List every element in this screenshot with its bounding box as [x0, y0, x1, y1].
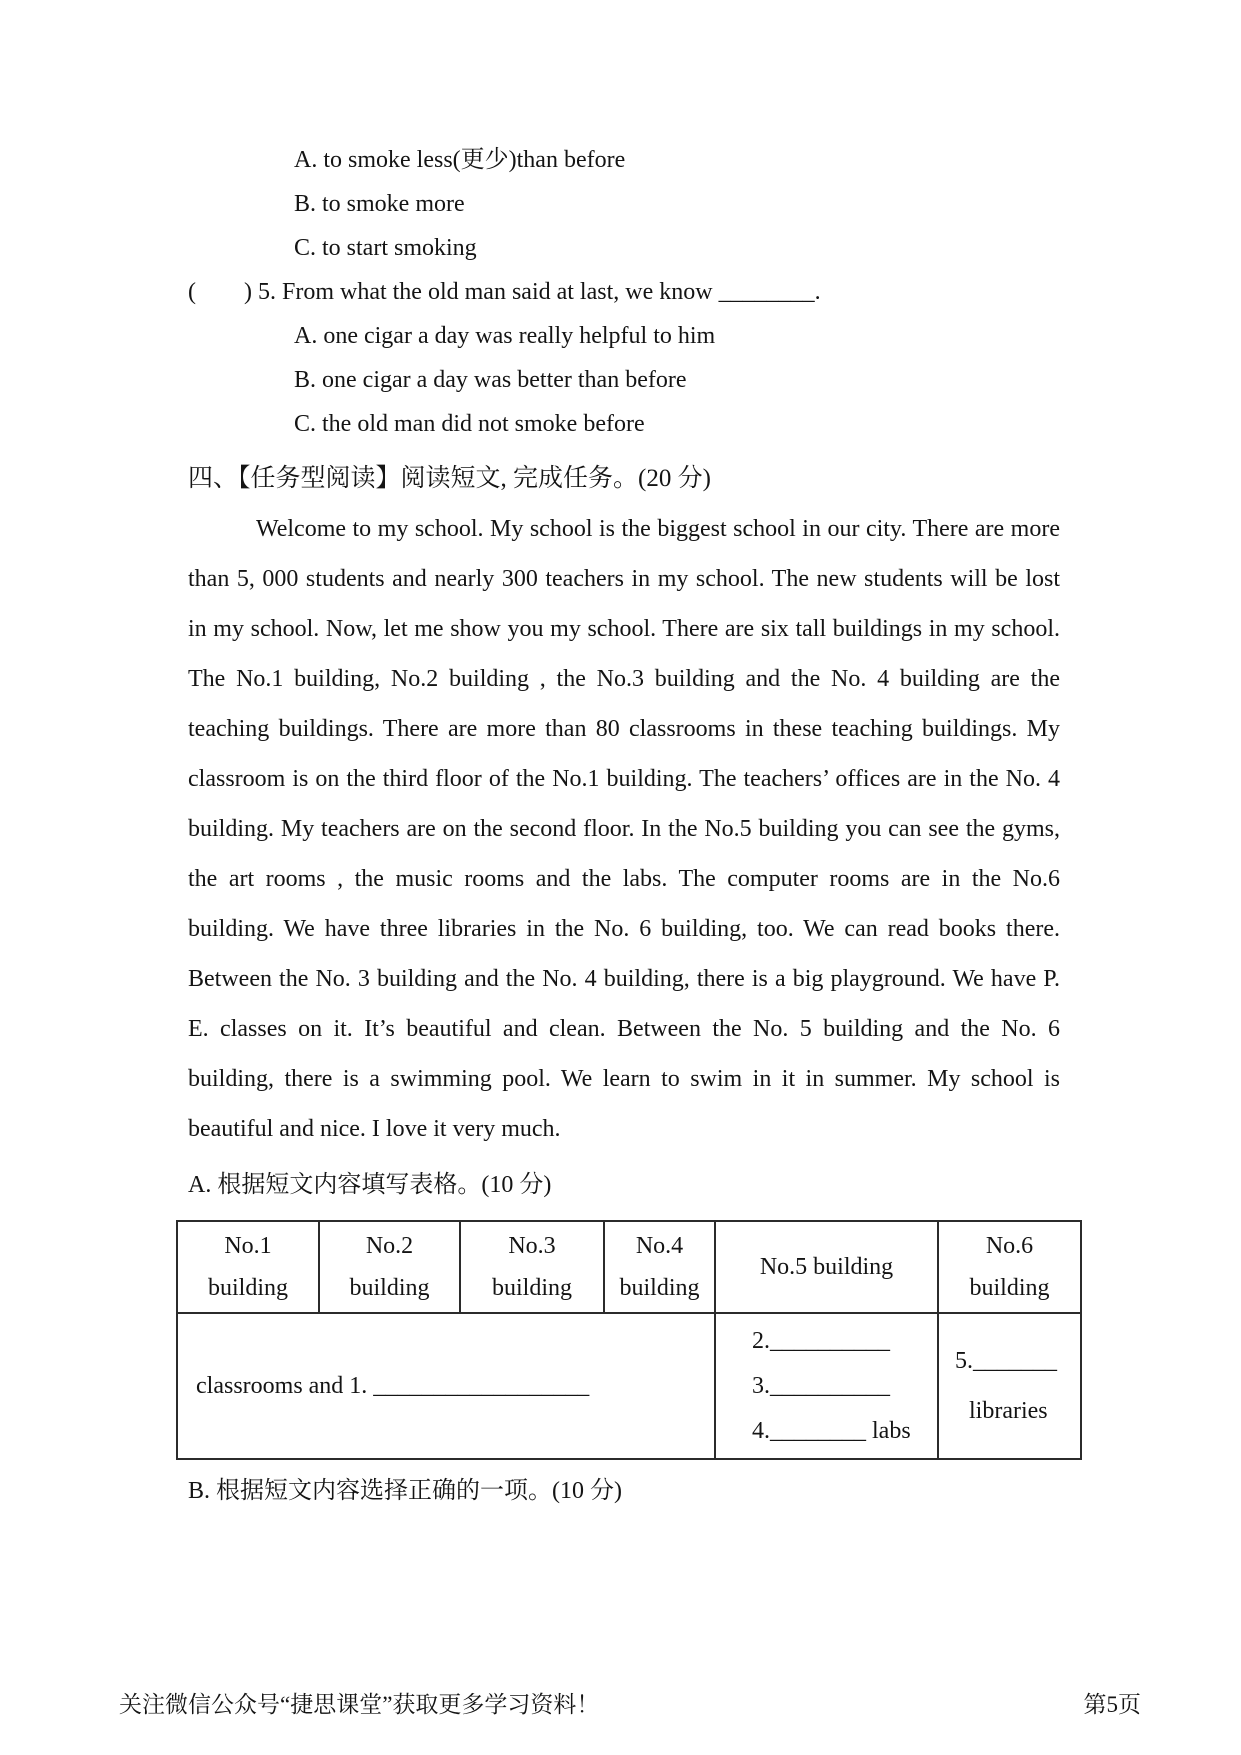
q5-option-b: B. one cigar a day was better than before [294, 367, 687, 393]
header-no5-building: No.5 building [715, 1221, 938, 1313]
reading-passage: Welcome to my school. My school is the biggest school in our city. There are more than 5, 000 students and nearly 300 teachers in my school. The new students will be lost in my school. Now, let me show you my school. There are six tall buildings in my school. The No.1 building, No.2 building , the No.3 building and the No. 4 building are the teaching buildings. There are more than 80 classrooms in these teaching buildings. My classroom is on the third floor of the No.1 building. The teachers’ offices are in the No. 4 building. My teachers are on the second floor. In the No.5 building you can see the gyms, the art rooms , the music rooms and the labs. The computer rooms are in the No.6 building. We have three libraries in the No. 6 building, too. We can read books there. Between the No. 3 building and the No. 4 building, there is a big playground. We have P. E. classes on it. It’s beautiful and clean. Between the No. 5 building and the No. 6 building, there is a swimming pool. We learn to swim in it in summer. My school is beautiful and nice. I love it very much. [188, 516, 1060, 1142]
exam-content [188, 138, 1060, 1516]
q4-option-b: B. to smoke more [294, 191, 465, 217]
q5-option-c: C. the old man did not smoke before [294, 411, 645, 437]
header-no2-building: No.2 building [319, 1221, 460, 1313]
page-footer [119, 1690, 1141, 1720]
table-body-row [177, 1313, 1081, 1459]
blank-3: 3.__________ [752, 1372, 890, 1399]
header-no4-building: No.4 building [604, 1221, 715, 1313]
cell-no5-building [715, 1313, 938, 1459]
blank-2: 2.__________ [752, 1327, 890, 1354]
header-no1-building: No.1 building [177, 1221, 319, 1313]
footer-wechat-note: 关注微信公众号“捷思课堂”获取更多学习资料！ [119, 1692, 600, 1717]
libraries-label: libraries [969, 1398, 1048, 1424]
table-header-row [177, 1221, 1081, 1313]
q4-option-c: C. to start smoking [294, 235, 477, 261]
page-number: 第5页 [1083, 1692, 1141, 1717]
header-no3-building: No.3 building [460, 1221, 604, 1313]
task-a-label: A. 根据短文内容填写表格。(10 分) [188, 1172, 552, 1198]
fill-in-table [176, 1220, 1082, 1460]
section4-heading: 四、【任务型阅读】阅读短文, 完成任务。(20 分) [188, 465, 711, 492]
blank-4-labs: 4.________ labs [752, 1417, 911, 1444]
task-b-label: B. 根据短文内容选择正确的一项。(10 分) [188, 1478, 622, 1504]
header-no6-building: No.6 building [938, 1221, 1081, 1313]
cell-classrooms-blank-1: classrooms and 1. __________________ [177, 1313, 715, 1459]
cell-no6-building [938, 1313, 1081, 1459]
q4-option-a: A. to smoke less(更少)than before [294, 147, 626, 173]
blank-5: 5._______ [955, 1348, 1057, 1374]
q5-option-a: A. one cigar a day was really helpful to him [294, 323, 716, 349]
q5-stem: ( ) 5. From what the old man said at last, we know ________. [188, 279, 821, 305]
